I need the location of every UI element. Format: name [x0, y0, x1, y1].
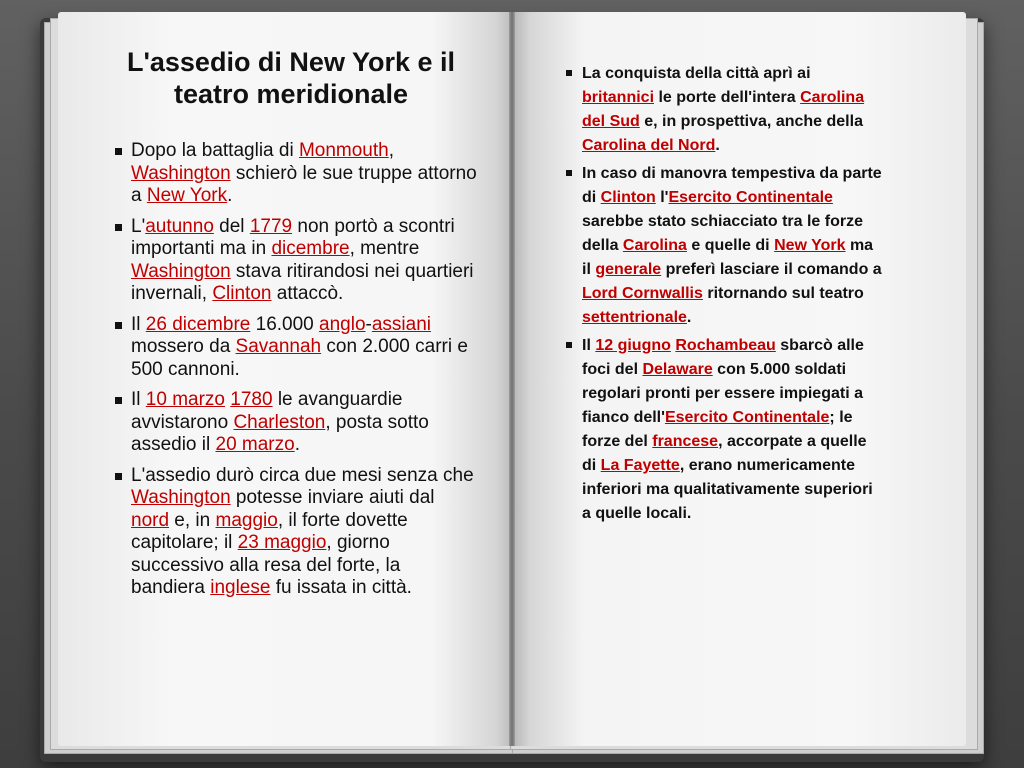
link-1780[interactable]: 1780	[230, 389, 273, 410]
link-carolina[interactable]: Carolina	[622, 237, 687, 254]
link-esercito-continentale[interactable]: Esercito Continentale	[664, 409, 830, 426]
link-washington[interactable]: Washington	[131, 260, 231, 282]
link-carolina-del-nord[interactable]: Carolina del Nord	[582, 137, 716, 154]
link-britannici[interactable]: britannici	[582, 89, 655, 106]
list-item: Dopo la battaglia di Monmouth, Washington schierò le sue truppe attorno a New York.	[115, 140, 477, 208]
link-lord-cornwallis[interactable]: Lord Cornwallis	[582, 285, 703, 302]
link-dicembre[interactable]: dicembre	[271, 238, 350, 259]
link-francese[interactable]: francese	[652, 433, 719, 450]
link-carolina-del-sud[interactable]: Carolina del Sud	[582, 89, 865, 130]
list-item: Il 26 dicembre 16.000 anglo-assiani mossero da Savannah con 2.000 carri e 500 cannoni.	[115, 314, 477, 382]
link-charleston[interactable]: Charleston	[233, 411, 326, 433]
link-new-york[interactable]: New York	[774, 237, 846, 254]
link-autunno[interactable]: autunno	[145, 215, 214, 237]
page-title: L'assedio di New York e il teatro meridionale	[126, 47, 456, 109]
link-delaware[interactable]: Delaware	[642, 361, 713, 378]
link-maggio[interactable]: maggio	[215, 509, 278, 531]
link-10-marzo[interactable]: 10 marzo	[145, 389, 225, 410]
book-spine	[509, 12, 515, 746]
list-item: In caso di manovra tempestiva da parte di Clinton l'Esercito Continentale sarebbe stato schiacciato tra le forze della Carolina e quelle di New York ma il generale preferì lasciare il comando a Lord Cornwallis ritornando sul teatro settentrionale.	[566, 162, 884, 330]
link-inglese[interactable]: inglese	[210, 577, 271, 598]
link-12-giugno[interactable]: 12 giugno	[595, 337, 671, 354]
link-23-maggio[interactable]: 23 maggio	[237, 532, 327, 553]
link-26-dicembre[interactable]: 26 dicembre	[145, 313, 251, 335]
list-item: L'assedio durò circa due mesi senza che Washington potesse inviare aiuti dal nord e, in maggio, il forte dovette capitolare; il 23 maggio, giorno successivo alla resa del forte, la bandiera inglese fu issata in città.	[115, 465, 477, 600]
link-nord[interactable]: nord	[131, 509, 170, 531]
link-clinton[interactable]: Clinton	[600, 189, 656, 206]
link-1779[interactable]: 1779	[249, 215, 293, 237]
link-esercito-continentale[interactable]: Esercito Continentale	[668, 189, 833, 206]
link-settentrionale[interactable]: settentrionale	[582, 309, 687, 326]
link-la-fayette[interactable]: La Fayette	[600, 457, 680, 474]
link-clinton[interactable]: Clinton	[212, 283, 272, 304]
list-item: Il 12 giugno Rochambeau sbarcò alle foci del Delaware con 5.000 soldati regolari pronti per essere impiegati a fianco dell'Esercito Continentale; le forze del francese, accorpate a quelle di La Fayette, erano numericamente inferiori ma qualitativamente superiori a quelle locali.	[566, 334, 884, 526]
link-monmouth[interactable]: Monmouth	[298, 140, 389, 161]
link-anglo[interactable]: anglo	[319, 313, 366, 335]
list-item: L'autunno del 1779 non portò a scontri importanti ma in dicembre, mentre Washington stava ritirandosi nei quartieri invernali, Clinton attaccò.	[115, 216, 477, 306]
link-washington[interactable]: Washington	[131, 487, 231, 508]
link-savannah[interactable]: Savannah	[235, 336, 322, 357]
link-generale[interactable]: generale	[595, 261, 662, 278]
list-item: La conquista della città aprì ai britannici le porte dell'intera Carolina del Sud e, in prospettiva, anche della Carolina del Nord.	[566, 62, 884, 158]
link-20-marzo[interactable]: 20 marzo	[215, 434, 295, 455]
left-bullet-list	[115, 140, 477, 608]
right-bullet-list	[566, 62, 884, 530]
link-washington[interactable]: Washington	[131, 162, 231, 184]
link-assiani[interactable]: assiani	[371, 313, 431, 335]
link-rochambeau[interactable]: Rochambeau	[675, 337, 776, 354]
list-item: Il 10 marzo 1780 le avanguardie avvistarono Charleston, posta sotto assedio il 20 marzo.	[115, 389, 477, 457]
link-new-york[interactable]: New York	[146, 185, 228, 206]
